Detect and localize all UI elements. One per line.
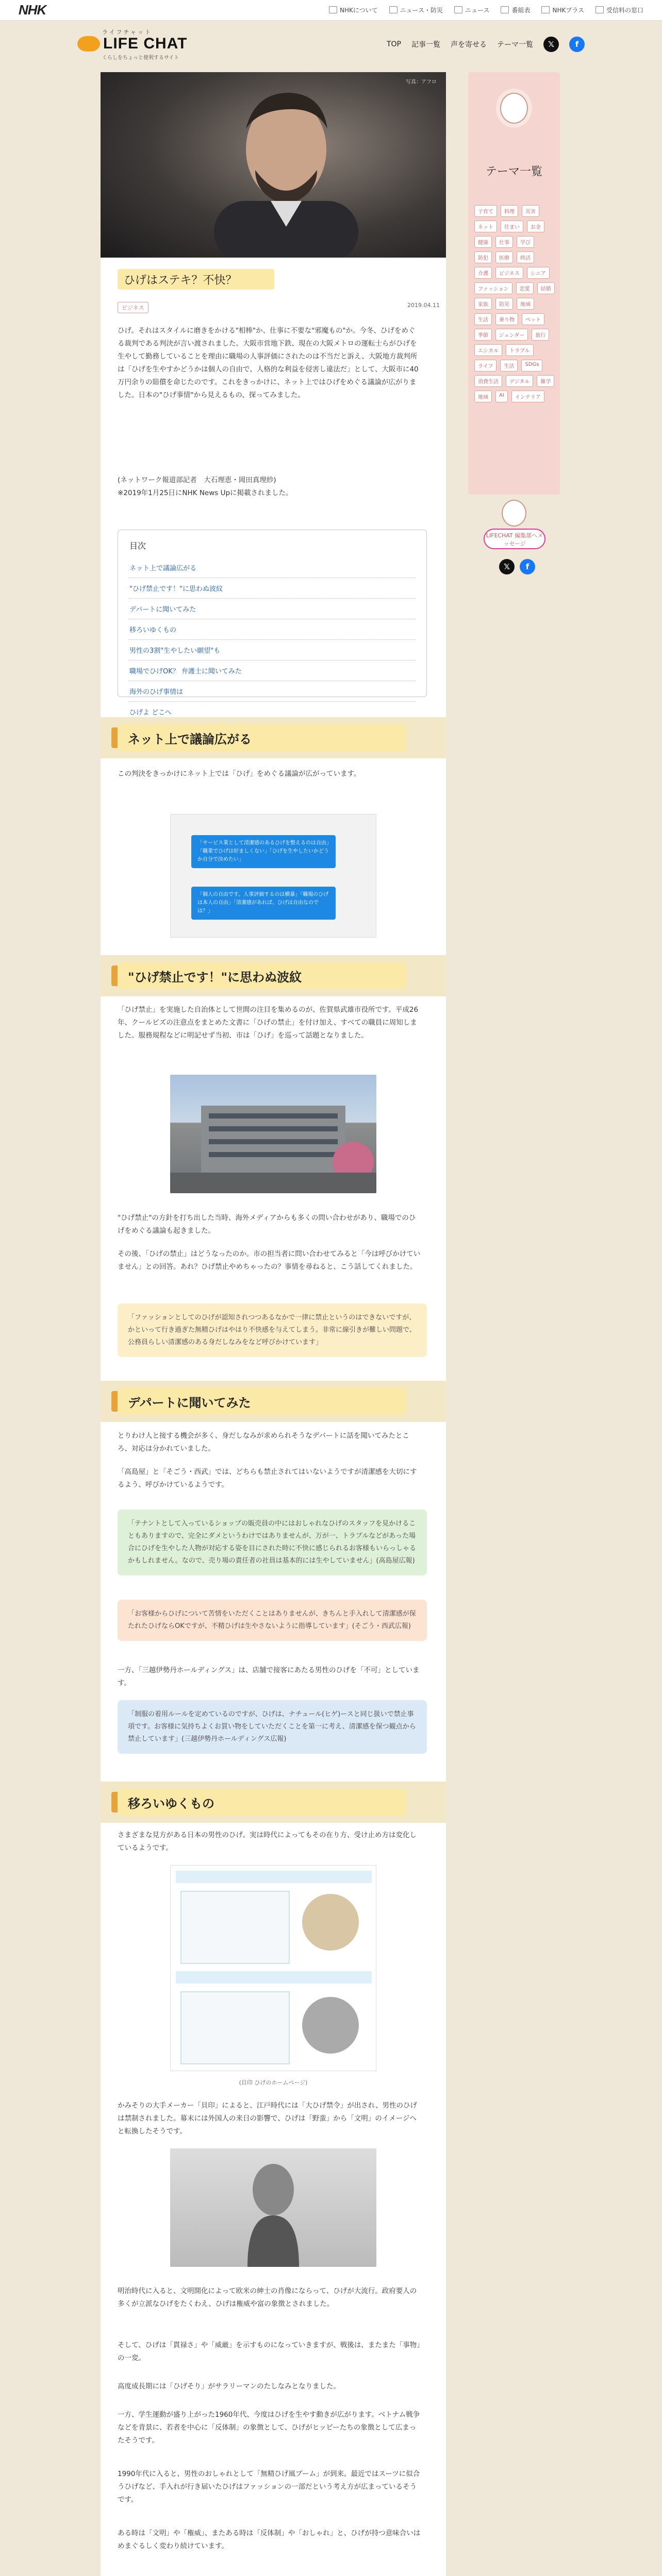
mascot-icon xyxy=(500,93,528,124)
article-tag[interactable]: ビジネス xyxy=(118,302,148,313)
global-link[interactable]: NHKプラス xyxy=(541,6,584,14)
theme-chip[interactable]: ビジネス xyxy=(495,267,523,279)
theme-chip[interactable]: トラブル xyxy=(506,344,534,356)
city-hall-photo xyxy=(170,1075,376,1193)
toc-item[interactable]: 職場でひげOK？ 弁護士に聞いてみた xyxy=(129,660,415,681)
toc-item[interactable]: "ひげ禁止です！"に思わぬ波紋 xyxy=(129,578,415,599)
theme-chip[interactable]: デジタル xyxy=(506,375,533,387)
site-header xyxy=(77,24,585,65)
nav-themes[interactable]: テーマ一覧 xyxy=(497,41,533,49)
global-topbar xyxy=(0,0,662,21)
section-text: "ひげ禁止"の方針を打ち出した当時、海外メディアからも多くの問い合わせがあり、職場でのひげをめぐる議論も起きました。 xyxy=(118,1214,416,1235)
theme-chip[interactable]: 生活 xyxy=(500,360,518,371)
facebook-icon[interactable]: f xyxy=(569,37,585,52)
theme-chip[interactable]: 家族 xyxy=(474,298,492,310)
toc-title: 目次 xyxy=(129,541,146,551)
meiji-portrait xyxy=(170,2148,376,2267)
section-text: 明治時代に入ると、文明開化によって欧米の紳士の肖像にならって、ひげが大流行。政府要人の多くが立派なひげをたくわえ、ひげは権威や富の象徴とされました。 xyxy=(118,2287,417,2308)
theme-chip[interactable]: 子育て xyxy=(474,205,497,217)
theme-chip[interactable]: 住まい xyxy=(501,221,523,232)
theme-chip[interactable]: ライフ xyxy=(474,360,496,371)
theme-chip[interactable]: 地域 xyxy=(517,298,534,310)
logo-kana: ライフチャット xyxy=(102,29,153,36)
theme-chip[interactable]: 消費生活 xyxy=(474,375,502,387)
theme-chip[interactable]: 結婚 xyxy=(537,282,555,294)
section-heading xyxy=(101,1782,446,1823)
section-title: デパートに聞いてみた xyxy=(118,1388,406,1415)
theme-chip[interactable]: 医療 xyxy=(495,251,513,263)
article-intro: ひげ。それはスタイルに磨きをかける"相棒"か、仕事に不要な"邪魔もの"か。今冬、ひげをめぐる裁判である判決が言い渡されました。大阪市営地下鉄、現在の大阪メトロの運転士らがひげを生やして勤務していることを理由に職場の人事評価にされたのは不当だと訴え、大阪地方裁判所は「ひげを生やすかどうかは個人の自由で、人格的な利益を侵害し違法だ」として、大阪市に40万円余りの賠償を命じたのです。これをきっかけに、ネット上ではひげをめぐる議論が広がりました。日本の"ひげ事情"から見えるもの、探ってみました。 xyxy=(118,327,419,399)
section-text: 「ひげ禁止」を実施した自治体として世間の注目を集めるのが、佐賀県武雄市役所です。平成26年、クールビズの注意点をまとめた文書に「ひげの禁止」を付け加え、すべての職員に周知しました。服務規程などに明記せず当初、市は「ひげ」を巡って話題となりました。 xyxy=(118,1006,419,1040)
toc-item[interactable]: 移ろいゆくもの xyxy=(129,619,415,640)
theme-chip[interactable]: 健康 xyxy=(474,236,492,248)
theme-chip[interactable]: 乗り物 xyxy=(495,313,518,325)
section-text: 「高島屋」と「そごう・西武」では、どちらも禁止されてはいないようですが清潔感を大切にするよう、呼びかけているようです。 xyxy=(118,1468,417,1489)
global-link[interactable]: 番組表 xyxy=(501,6,530,14)
facebook-icon[interactable]: f xyxy=(520,559,535,574)
section-text: 1990年代に入ると、男性のおしゃれとして「無精ひげ風ブーム」が到来。最近ではスーツに似合うひげなど、手入れが行き届いたひげはファッションの一部だという考え方が広まっているそうです。 xyxy=(118,2470,420,2504)
global-links xyxy=(329,6,643,14)
theme-chip[interactable]: 終活 xyxy=(517,251,534,263)
figure-caption: (貝印 ひげのホームページ) xyxy=(239,2079,308,2086)
theme-chip[interactable]: シニア xyxy=(527,267,550,279)
theme-title: テーマ一覧 xyxy=(485,165,542,178)
theme-chip[interactable]: 恋愛 xyxy=(516,282,534,294)
section-text: そして、ひげは「貫禄さ」や「威厳」を示すものになっていきますが、戦後は、またまた「事物」の一変。 xyxy=(118,2341,420,2362)
article-date: 2019.04.11 xyxy=(407,302,440,309)
section-text: さまざまな見方がある日本の男性のひげ。実は時代によってもその在り方、受け止め方は変化しているようです。 xyxy=(118,1831,417,1852)
hero-image xyxy=(101,72,446,258)
nhk-logo[interactable]: NHK xyxy=(19,2,46,18)
x-icon[interactable]: 𝕏 xyxy=(499,559,515,574)
theme-chip[interactable]: 防犯 xyxy=(474,251,492,263)
theme-chip[interactable]: 地域 xyxy=(474,391,492,402)
theme-chip[interactable]: 防災 xyxy=(495,298,513,310)
theme-chip[interactable]: ペット xyxy=(522,313,544,325)
theme-chip[interactable]: お金 xyxy=(527,221,544,232)
x-icon[interactable]: 𝕏 xyxy=(543,37,559,52)
theme-chip[interactable]: ネット xyxy=(474,221,497,232)
logo-main: LIFE CHAT xyxy=(77,36,206,52)
theme-chip[interactable]: 雑学 xyxy=(537,375,554,387)
section-title: 移ろいゆくもの xyxy=(118,1789,406,1816)
theme-chip[interactable]: 季節 xyxy=(474,329,492,341)
tweet-screenshot xyxy=(170,814,376,938)
theme-panel xyxy=(468,72,560,495)
main-nav xyxy=(387,37,585,52)
theme-chip[interactable]: ファッション xyxy=(474,282,512,294)
article-credit: (ネットワーク報道部記者 大石理恵・岡田真理紗) xyxy=(118,476,276,484)
section-text: 一方、「三越伊勢丹ホールディングス」は、店舗で接客にあたる男性のひげを「不可」としています。 xyxy=(118,1666,420,1687)
toc-item[interactable]: デパートに聞いてみた xyxy=(129,599,415,619)
theme-chip[interactable]: SDGs xyxy=(521,360,542,371)
sidebar-sns xyxy=(499,559,535,574)
section-text: 一方、学生運動が盛り上がった1960年代、今度はひげを生やす動きが広がります。ベトナム戦争などを背景に、若者を中心に「反体制」の象徴として、ひげがヒッピーたちの象徴として広まったそうです。 xyxy=(118,2411,420,2445)
section-text: その後、「ひげの禁止」はどうなったのか。市の担当者に問い合わせてみると「今は呼びかけていません」との回答。あれ？ひげ禁止やめちゃったの？事情を尋ねると、こう話してくれました。 xyxy=(118,1250,421,1271)
theme-chip[interactable]: 旅行 xyxy=(532,329,549,341)
section-title: "ひげ禁止です！"に思わぬ波紋 xyxy=(118,962,406,989)
section-heading xyxy=(101,717,446,758)
message-banner-text: LIFECHAT 編集部へメッセージ xyxy=(484,529,545,549)
article-aired: ※2019年1月25日にNHK News Upに掲載されました。 xyxy=(118,489,293,497)
theme-list xyxy=(474,205,555,402)
toc-item[interactable]: ひげよ どこへ xyxy=(129,702,415,722)
section-text: この判決をきっかけにネット上では「ひげ」をめぐる議論が広がっています。 xyxy=(118,770,361,778)
global-link[interactable]: ニュース xyxy=(454,6,489,14)
section-text: とりわけ人と接する機会が多く、身だしなみが求められそうなデパートに話を聞いてみたところ、対応は分かれていました。 xyxy=(118,1432,409,1453)
theme-chip[interactable]: 災害 xyxy=(522,205,539,217)
section-text: ある時は「文明」や「権威」、またある時は「反体制」や「おしゃれ」と、ひげが持つ意味合いはめまぐるしく変わり続けています。 xyxy=(118,2529,421,2550)
section-text: 高度成長期には「ひげそり」がサラリーマンのたしなみとなりました。 xyxy=(118,2382,340,2391)
article xyxy=(101,72,446,2576)
tweet-bubble: 「個人の自由です。人事評価するのは横暴」「職場のひげは本人の自由」「清潔感があれば、ひげは自由なのでは？」 xyxy=(191,887,336,920)
toc-item[interactable]: 男性の3割"生やしたい願望"も xyxy=(129,640,415,660)
section-text: かみそりの大手メーカー「貝印」によると、江戸時代には「大ひげ禁令」が出され、男性のひげは禁制されました。幕末には外国人の来日の影響で、ひげは「野蛮」から「文明」のイメージへと転換したそうです。 xyxy=(118,2102,418,2136)
tweet-bubble: 「サービス業として清潔感のあるひげを整えるのは自由」「職業でひげは好ましくない」「ひげを生やしたいかどうか自分で決めたい」 xyxy=(191,835,336,868)
section-heading xyxy=(101,955,446,996)
global-link[interactable]: 受信料の窓口 xyxy=(595,6,643,14)
global-link[interactable]: NHKについて xyxy=(329,6,378,14)
theme-chip[interactable]: インテリア xyxy=(511,391,544,402)
section-heading xyxy=(101,1381,446,1422)
logo-sub: くらしをちょっと便利するサイト xyxy=(102,55,179,61)
theme-chip[interactable]: ジェンダー xyxy=(495,329,528,341)
nav-articles[interactable]: 記事一覧 xyxy=(411,41,440,49)
theme-chip[interactable]: 生活 xyxy=(474,313,492,325)
hero-credit: 写真：アフロ xyxy=(406,79,437,85)
sidebar xyxy=(468,72,560,680)
theme-chip[interactable]: 学び xyxy=(517,236,534,248)
quote-box: 「制服の着用ルールを定めているのですが、ひげは、ナチュール(ヒゲ)ースと同じ扱いで禁止事項です。お客様に気持ちよくお買い物をしていただくことを第一に考え、清潔感を保つ観点から禁止しています」(三越伊勢丹ホールディングス広報) xyxy=(118,1700,427,1754)
theme-chip[interactable]: AI xyxy=(495,391,508,402)
toc-item[interactable]: 海外のひげ事情は xyxy=(129,681,415,702)
global-link[interactable]: ニュース・防災 xyxy=(389,6,443,14)
quote-box: 「お客様からひげについて苦情をいただくことはありませんが、きちんと手入れして清潔感が保たれたひげならOKですが、不精ひげは生やさないように指導しています」(そごう・西武広報) xyxy=(118,1600,427,1641)
beard-history-infographic xyxy=(170,1865,376,2071)
lifechat-logo[interactable] xyxy=(77,28,206,61)
quote-box: 「ファッションとしてのひげが認知されつつあるなかで一律に禁止というのはできないですが、かといって行き過ぎた無精ひげはやはり不快感を与えてしまう。非常に線引きが難しい問題で、公務員らしい清潔感のある身だしなみをなど呼びかけています」 xyxy=(118,1303,427,1357)
table-of-contents xyxy=(118,530,427,717)
theme-chip[interactable]: 介護 xyxy=(474,267,492,279)
section-title: ネット上で議論広がる xyxy=(118,724,406,751)
theme-chip[interactable]: エシカル xyxy=(474,344,502,356)
theme-chip[interactable]: 料理 xyxy=(501,205,518,217)
nav-voice[interactable]: 声を寄せる xyxy=(451,41,487,49)
nav-top[interactable]: TOP xyxy=(386,40,401,48)
quote-box: 「テナントとして入っているショップの販売員の中にはおしゃれなひげのスタッフを見かけることもありますので、完全にダメというわけではありませんが、万が一、トラブルなどがあった場合にひげを生やした人物が対応する姿を目にされた時に不快に感じられるお客様もいらっしゃるかもしれません。なので、売り場の責任者の社員は基本的には生やしていません」(高島屋広報) xyxy=(118,1510,427,1575)
theme-chip[interactable]: 仕事 xyxy=(495,236,513,248)
message-banner[interactable] xyxy=(484,500,545,556)
article-title: ひげはステキ？不快？ xyxy=(118,269,274,290)
mascot-icon xyxy=(502,500,526,527)
toc-item[interactable]: ネット上で議論広がる xyxy=(129,557,415,578)
